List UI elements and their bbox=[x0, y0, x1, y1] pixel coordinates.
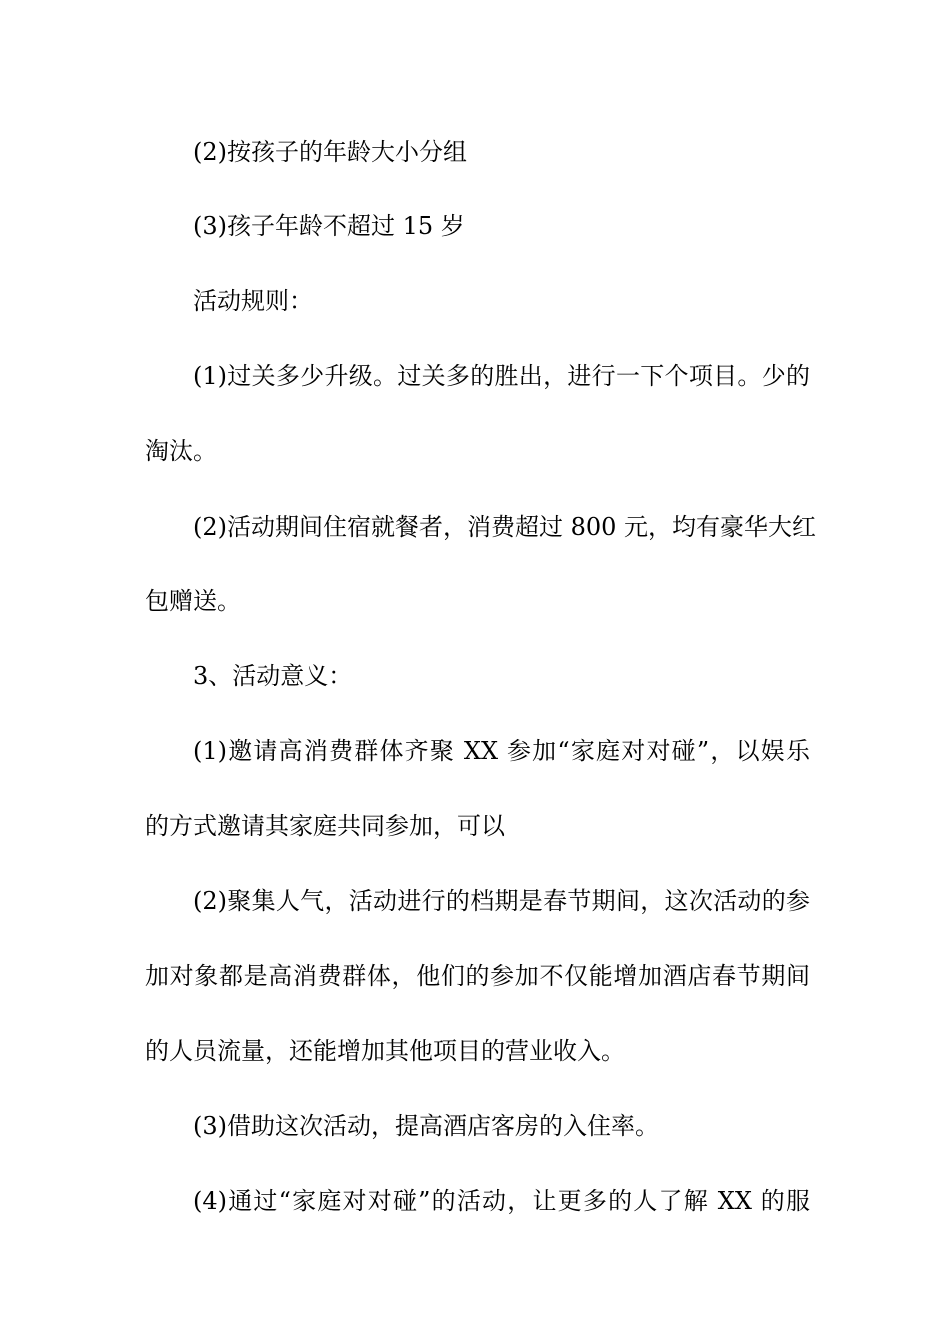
paragraph-line: (2)聚集人气，活动进行的档期是春节期间，这次活动的参 bbox=[193, 887, 810, 915]
paragraph-line: 的方式邀请其家庭共同参加，可以 bbox=[145, 812, 505, 840]
paragraph-line: 包赠送。 bbox=[145, 587, 241, 615]
paragraph-line: 加对象都是高消费群体，他们的参加不仅能增加酒店春节期间 bbox=[145, 962, 810, 990]
paragraph-line: (2)活动期间住宿就餐者，消费超过 800 元，均有豪华大红 bbox=[193, 513, 817, 541]
list-item-grouping: (2)按孩子的年龄大小分组 bbox=[193, 138, 467, 166]
paragraph-line: (1)邀请高消费群体齐聚 XX 参加“家庭对对碰”，以娱乐 bbox=[193, 737, 810, 765]
paragraph-line: (4)通过“家庭对对碰”的活动，让更多的人了解 XX 的服 bbox=[193, 1187, 810, 1215]
list-item-age-limit: (3)孩子年龄不超过 15 岁 bbox=[193, 212, 465, 240]
paragraph-line: (1)过关多少升级。过关多的胜出，进行一下个项目。少的 bbox=[193, 362, 810, 390]
paragraph-line: 淘汰。 bbox=[145, 437, 217, 465]
section-heading-rules: 活动规则： bbox=[193, 287, 313, 315]
paragraph-line: (3)借助这次活动，提高酒店客房的入住率。 bbox=[193, 1112, 659, 1140]
section-heading-significance: 3、活动意义： bbox=[193, 662, 353, 690]
paragraph-line: 的人员流量，还能增加其他项目的营业收入。 bbox=[145, 1037, 625, 1065]
